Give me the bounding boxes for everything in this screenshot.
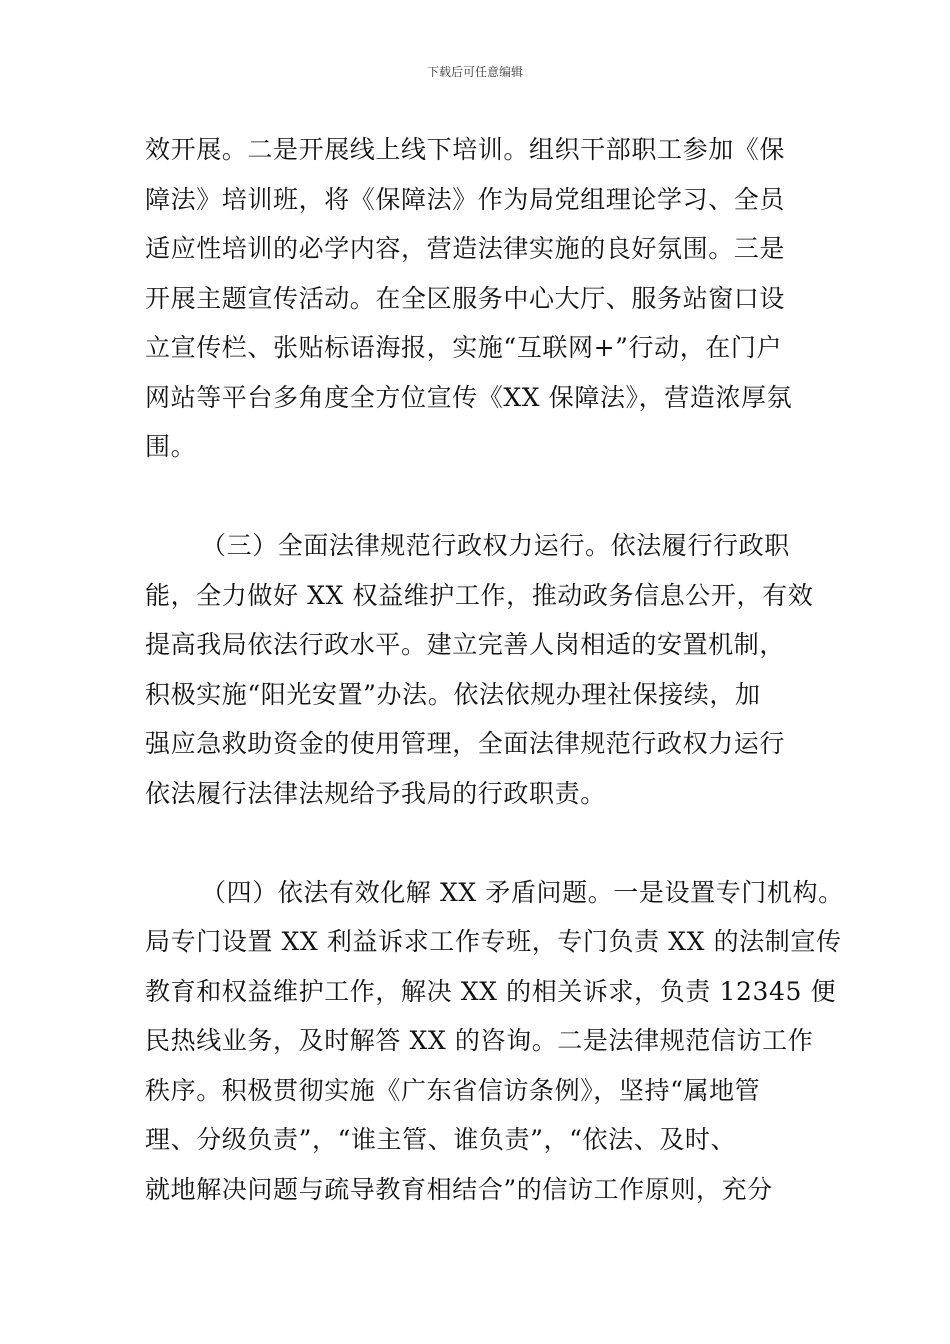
text-line: 提高我局依法行政水平。建立完善人岗相适的安置机制，: [145, 630, 786, 659]
text-line: 民热线业务，及时解答 XX 的咨询。二是法律规范信访工作: [145, 1026, 814, 1055]
text-line: 开展主题宣传活动。在全区服务中心大厅、服务站窗口设: [145, 283, 786, 313]
paragraph-section-three: [145, 521, 814, 818]
text-line: 网站等平台多角度全方位宣传《XX 保障法》，营造浓厚氛: [145, 382, 793, 412]
text-line: 适应性培训的必学内容，营造法律实施的良好氛围。三是: [145, 234, 786, 263]
text-line: 效开展。二是开展线上线下培训。组织干部职工参加《保: [145, 135, 786, 164]
text-line: 障法》培训班，将《保障法》作为局党组理论学习、全员: [145, 184, 786, 214]
text-line: 立宣传栏、张贴标语海报，实施“互联网+”行动，在门户: [145, 333, 783, 362]
text-line: 教育和权益维护工作，解决 XX 的相关诉求，负责 12345 便: [145, 976, 837, 1006]
text-line: 积极实施“阳光安置”办法。依法依规办理社保接续，加: [145, 679, 761, 709]
text-line: （四）依法有效化解 XX 矛盾问题。一是设置专门机构。: [201, 877, 844, 907]
text-line: 依法履行法律法规给予我局的行政职责。: [145, 778, 606, 808]
document-body: [145, 125, 844, 1214]
text-line: 围。: [145, 432, 197, 461]
text-line: 能，全力做好 XX 权益维护工作，推动政务信息公开，有效: [145, 580, 814, 610]
text-line: 理、分级负责”，“谁主管、谁负责”，“依法、及时、: [145, 1125, 737, 1154]
text-line: 强应急救助资金的使用管理，全面法律规范行政权力运行: [145, 729, 786, 758]
paragraph-section-four: [145, 868, 844, 1215]
text-line: 就地解决问题与疏导教育相结合”的信访工作原则，充分: [145, 1174, 773, 1204]
page-header-note: 下载后可任意编辑: [426, 65, 523, 79]
text-line: （三）全面法律规范行政权力运行。依法履行行政职: [201, 531, 790, 560]
text-line: 局专门设置 XX 利益诉求工作专班，专门负责 XX 的法制宣传: [145, 927, 842, 956]
text-line: 秩序。积极贯彻实施《广东省信访条例》，坚持“属地管: [145, 1075, 761, 1105]
paragraph-training-publicity: [145, 125, 810, 472]
